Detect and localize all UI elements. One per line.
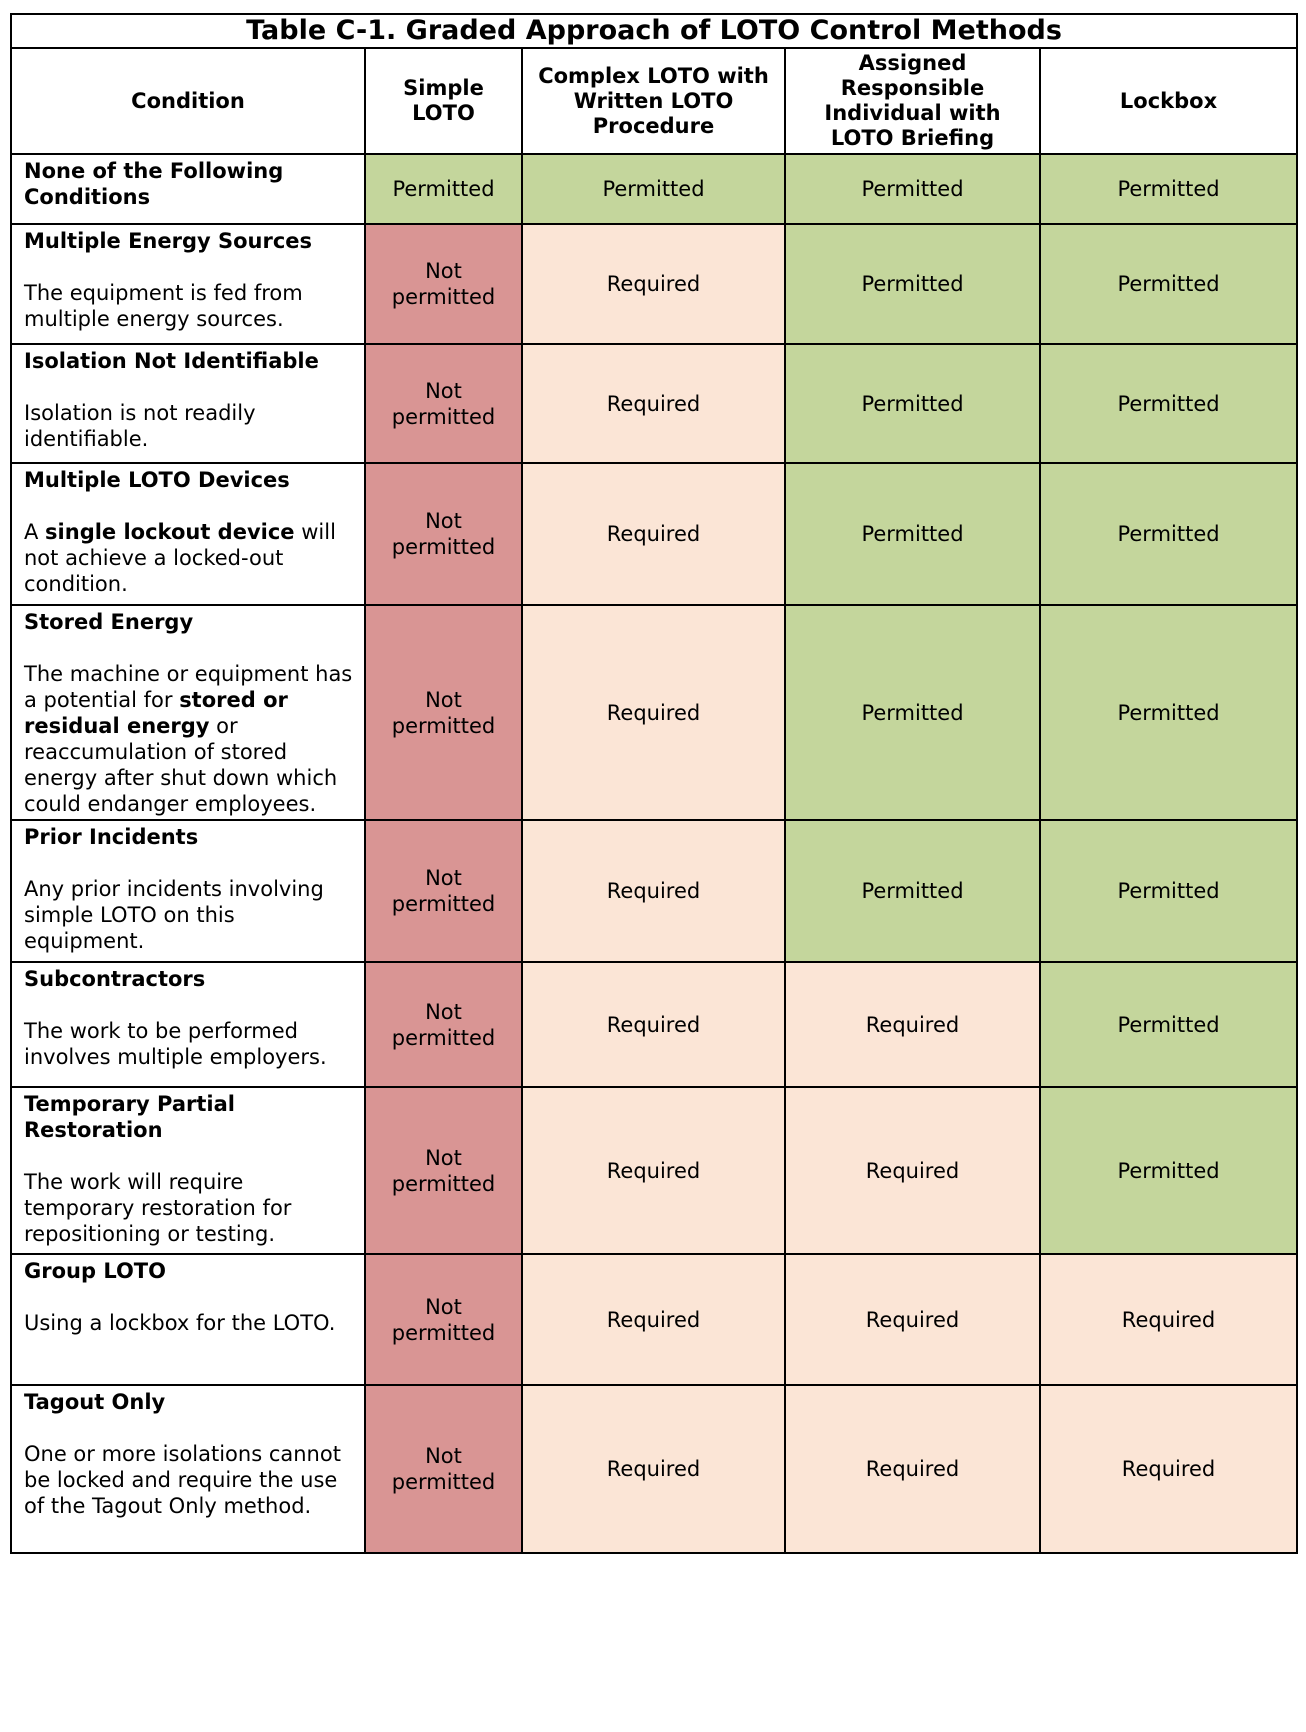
header-simple-loto-label: Simple LOTO — [403, 76, 484, 125]
condition-cell — [11, 1087, 365, 1254]
table-row — [11, 224, 1297, 344]
status-value: Permitted — [861, 177, 964, 201]
assigned-individual-cell — [785, 1385, 1040, 1553]
loto-table — [10, 13, 1298, 1554]
status-value: Required — [606, 1457, 701, 1481]
simple-loto-cell — [365, 1254, 522, 1385]
condition-description-text: The work will require temporary restoration for repositioning or testing. — [24, 1170, 292, 1246]
assigned-individual-cell — [785, 605, 1040, 820]
condition-cell — [11, 820, 365, 962]
status-value: Permitted — [392, 177, 495, 201]
condition-title: Tagout Only — [24, 1390, 166, 1414]
status-value: Required — [606, 1307, 701, 1332]
status-value: Permitted — [1117, 1158, 1220, 1183]
assigned-individual-cell — [785, 1254, 1040, 1385]
table-row — [11, 1385, 1297, 1553]
status-value: Required — [865, 1158, 960, 1183]
complex-loto-cell — [522, 463, 785, 605]
condition-description — [24, 280, 354, 332]
header-condition: Condition — [11, 48, 365, 154]
status-value: Permitted — [861, 391, 964, 416]
condition-cell — [11, 1254, 365, 1385]
table-row — [11, 820, 1297, 962]
status-value: Required — [606, 1158, 701, 1183]
condition-description-text: A — [24, 520, 46, 544]
complex-loto-cell — [522, 605, 785, 820]
condition-description-text: Any prior incidents involving simple LOTO on this equipment. — [24, 877, 324, 953]
status-value: Required — [606, 1012, 701, 1037]
assigned-individual-cell — [785, 154, 1040, 224]
complex-loto-cell — [522, 1385, 785, 1553]
condition-title: Isolation Not Identifiable — [24, 349, 319, 373]
header-simple-loto — [365, 48, 522, 154]
lockbox-cell — [1040, 463, 1297, 605]
simple-loto-cell — [365, 154, 522, 224]
condition-description-emphasis: single lockout device — [45, 520, 295, 544]
header-complex-loto-label: Complex LOTO with Written LOTO Procedure — [538, 63, 769, 138]
condition-cell — [11, 344, 365, 463]
lockbox-cell — [1040, 820, 1297, 962]
condition-title: Prior Incidents — [24, 825, 199, 849]
lockbox-cell — [1040, 962, 1297, 1087]
table-title: Table C-1. Graded Approach of LOTO Control Methods — [11, 14, 1297, 48]
status-value: Permitted — [1117, 391, 1220, 416]
status-value: Permitted — [861, 700, 964, 725]
complex-loto-cell — [522, 154, 785, 224]
status-value: Permitted — [602, 177, 705, 201]
status-value: Permitted — [861, 272, 964, 296]
status-value: Required — [606, 522, 701, 546]
condition-title: Group LOTO — [24, 1259, 166, 1283]
table-row — [11, 1254, 1297, 1385]
header-complex-loto — [522, 48, 785, 154]
condition-description — [24, 1441, 354, 1519]
complex-loto-cell — [522, 1254, 785, 1385]
status-value: Required — [606, 879, 701, 903]
condition-description-emphasis: stored or residual energy — [24, 688, 288, 738]
status-value: Required — [606, 700, 701, 725]
condition-title: None of the Following Conditions — [24, 159, 284, 209]
status-value: Permitted — [1117, 879, 1220, 903]
condition-description — [24, 1018, 354, 1070]
condition-cell — [11, 224, 365, 344]
simple-loto-cell — [365, 1087, 522, 1254]
complex-loto-cell — [522, 1087, 785, 1254]
simple-loto-cell — [365, 463, 522, 605]
table-row — [11, 463, 1297, 605]
lockbox-cell — [1040, 1087, 1297, 1254]
lockbox-cell — [1040, 344, 1297, 463]
status-value: Required — [865, 1307, 960, 1332]
status-value: Not permitted — [391, 1444, 496, 1494]
lockbox-cell — [1040, 224, 1297, 344]
condition-description-text: Using a lockbox for the LOTO. — [24, 1311, 336, 1335]
status-value: Not permitted — [391, 378, 496, 429]
condition-description — [24, 661, 354, 817]
table-row — [11, 1087, 1297, 1254]
table-title-row — [11, 14, 1297, 48]
condition-description — [24, 1310, 354, 1336]
simple-loto-cell — [365, 1385, 522, 1553]
status-value: Permitted — [861, 522, 964, 546]
simple-loto-cell — [365, 605, 522, 820]
assigned-individual-cell — [785, 1087, 1040, 1254]
status-value: Required — [1121, 1307, 1216, 1332]
status-value: Required — [865, 1012, 960, 1037]
condition-description-text: The equipment is fed from multiple energy sources. — [24, 281, 303, 331]
condition-description — [24, 876, 354, 954]
condition-description-text: The work to be performed involves multiple employers. — [24, 1019, 327, 1069]
status-value: Not permitted — [391, 259, 496, 309]
condition-description-text: or reaccumulation of stored energy after shut down which could endanger employees. — [24, 714, 338, 816]
status-value: Not permitted — [391, 866, 496, 916]
lockbox-cell — [1040, 1385, 1297, 1553]
condition-description — [24, 519, 354, 597]
condition-cell — [11, 962, 365, 1087]
header-row — [11, 48, 1297, 154]
lockbox-cell — [1040, 605, 1297, 820]
simple-loto-cell — [365, 344, 522, 463]
condition-title: Multiple LOTO Devices — [24, 468, 290, 492]
simple-loto-cell — [365, 224, 522, 344]
status-value: Permitted — [1117, 272, 1220, 296]
condition-title: Multiple Energy Sources — [24, 229, 313, 253]
lockbox-cell — [1040, 154, 1297, 224]
complex-loto-cell — [522, 962, 785, 1087]
status-value: Not permitted — [391, 509, 496, 559]
table-body — [11, 154, 1297, 1553]
header-assigned-individual — [785, 48, 1040, 154]
condition-description — [24, 1169, 354, 1247]
status-value: Required — [865, 1457, 960, 1481]
table-row — [11, 962, 1297, 1087]
table-row — [11, 605, 1297, 820]
header-assigned-individual-label: Assigned Responsible Individual with LOTO Briefing — [824, 51, 1001, 150]
condition-cell — [11, 1385, 365, 1553]
status-value: Not permitted — [391, 1145, 496, 1196]
condition-description-text: One or more isolations cannot be locked and require the use of the Tagout Only method. — [24, 1442, 341, 1518]
condition-description — [24, 400, 354, 452]
assigned-individual-cell — [785, 224, 1040, 344]
status-value: Not permitted — [391, 687, 496, 738]
status-value: Required — [606, 391, 701, 416]
simple-loto-cell — [365, 820, 522, 962]
condition-title: Stored Energy — [24, 610, 194, 634]
status-value: Permitted — [1117, 522, 1220, 546]
condition-cell — [11, 463, 365, 605]
status-value: Required — [606, 272, 701, 296]
simple-loto-cell — [365, 962, 522, 1087]
assigned-individual-cell — [785, 820, 1040, 962]
status-value: Permitted — [1117, 700, 1220, 725]
assigned-individual-cell — [785, 463, 1040, 605]
table-row — [11, 154, 1297, 224]
condition-title: Subcontractors — [24, 967, 206, 991]
assigned-individual-cell — [785, 962, 1040, 1087]
assigned-individual-cell — [785, 344, 1040, 463]
complex-loto-cell — [522, 820, 785, 962]
status-value: Not permitted — [391, 1294, 496, 1345]
condition-description-text: The machine or equipment has a potential for — [24, 662, 353, 712]
status-value: Permitted — [861, 879, 964, 903]
condition-description-text: will not achieve a locked-out condition. — [24, 520, 336, 596]
header-lockbox: Lockbox — [1040, 48, 1297, 154]
condition-title: Temporary Partial Restoration — [24, 1092, 235, 1142]
status-value: Permitted — [1117, 177, 1220, 201]
lockbox-cell — [1040, 1254, 1297, 1385]
condition-description-text: Isolation is not readily identifiable. — [24, 401, 256, 451]
complex-loto-cell — [522, 344, 785, 463]
status-value: Not permitted — [391, 999, 496, 1050]
status-value: Required — [1121, 1457, 1216, 1481]
status-value: Permitted — [1117, 1012, 1220, 1037]
complex-loto-cell — [522, 224, 785, 344]
table-row — [11, 344, 1297, 463]
condition-cell — [11, 605, 365, 820]
condition-cell — [11, 154, 365, 224]
